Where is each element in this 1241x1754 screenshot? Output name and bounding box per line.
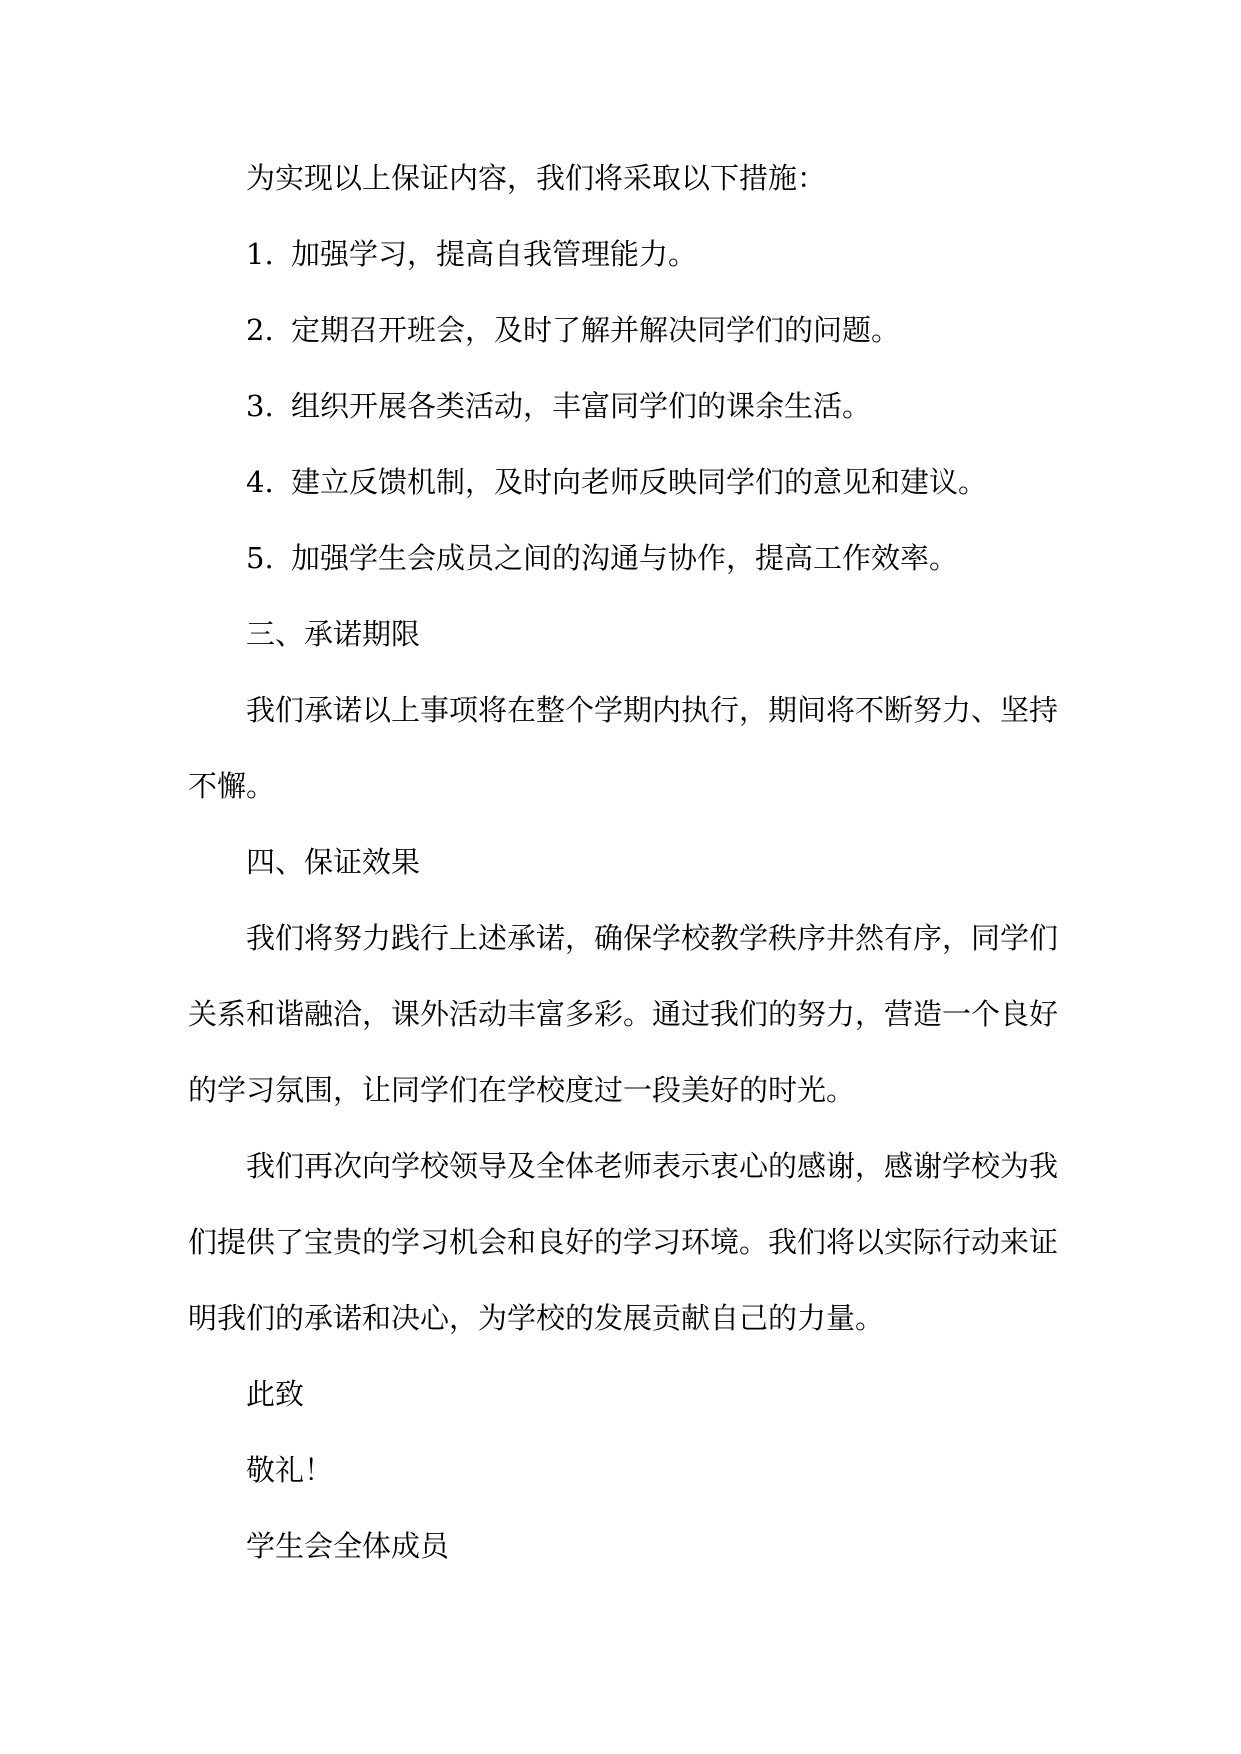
closing-line-2: 敬礼！ bbox=[246, 1453, 334, 1487]
measure-text: 定期召开班会，及时了解并解决同学们的问题。 bbox=[291, 313, 901, 347]
measure-item-5 bbox=[188, 520, 1058, 596]
thanks-paragraph: 我们再次向学校领导及全体老师表示衷心的感谢，感谢学校为我们提供了宝贵的学习机会和良好的学习环境。我们将以实际行动来证明我们的承诺和决心，为学校的发展贡献自己的力量。 bbox=[188, 1149, 1059, 1335]
measure-number: 5. bbox=[246, 541, 274, 575]
measure-number: 4. bbox=[246, 465, 274, 499]
measure-text: 加强学习，提高自我管理能力。 bbox=[291, 237, 698, 271]
section-3-body: 我们承诺以上事项将在整个学期内执行，期间将不断努力、坚持不懈。 bbox=[188, 693, 1059, 803]
measure-text: 加强学生会成员之间的沟通与协作，提高工作效率。 bbox=[291, 541, 959, 575]
measure-item-2 bbox=[188, 292, 1058, 368]
measure-number: 3. bbox=[246, 389, 274, 423]
measure-number: 2. bbox=[246, 313, 274, 347]
closing-line-1: 此致 bbox=[246, 1377, 305, 1411]
measure-text: 组织开展各类活动，丰富同学们的课余生活。 bbox=[291, 389, 872, 423]
measure-item-4 bbox=[188, 444, 1058, 520]
section-3-heading: 三、承诺期限 bbox=[246, 617, 421, 651]
section-4-heading: 四、保证效果 bbox=[246, 845, 421, 879]
measure-item-1 bbox=[188, 216, 1058, 292]
measure-text: 建立反馈机制，及时向老师反映同学们的意见和建议。 bbox=[291, 465, 988, 499]
signature: 学生会全体成员 bbox=[246, 1529, 450, 1563]
measures-intro: 为实现以上保证内容，我们将采取以下措施： bbox=[246, 161, 827, 195]
measure-item-3 bbox=[188, 368, 1058, 444]
document-body bbox=[188, 140, 1058, 1584]
section-4-body: 我们将努力践行上述承诺，确保学校教学秩序井然有序，同学们关系和谐融洽，课外活动丰富多彩。通过我们的努力，营造一个良好的学习氛围，让同学们在学校度过一段美好的时光。 bbox=[188, 921, 1059, 1107]
measure-number: 1. bbox=[246, 237, 274, 271]
